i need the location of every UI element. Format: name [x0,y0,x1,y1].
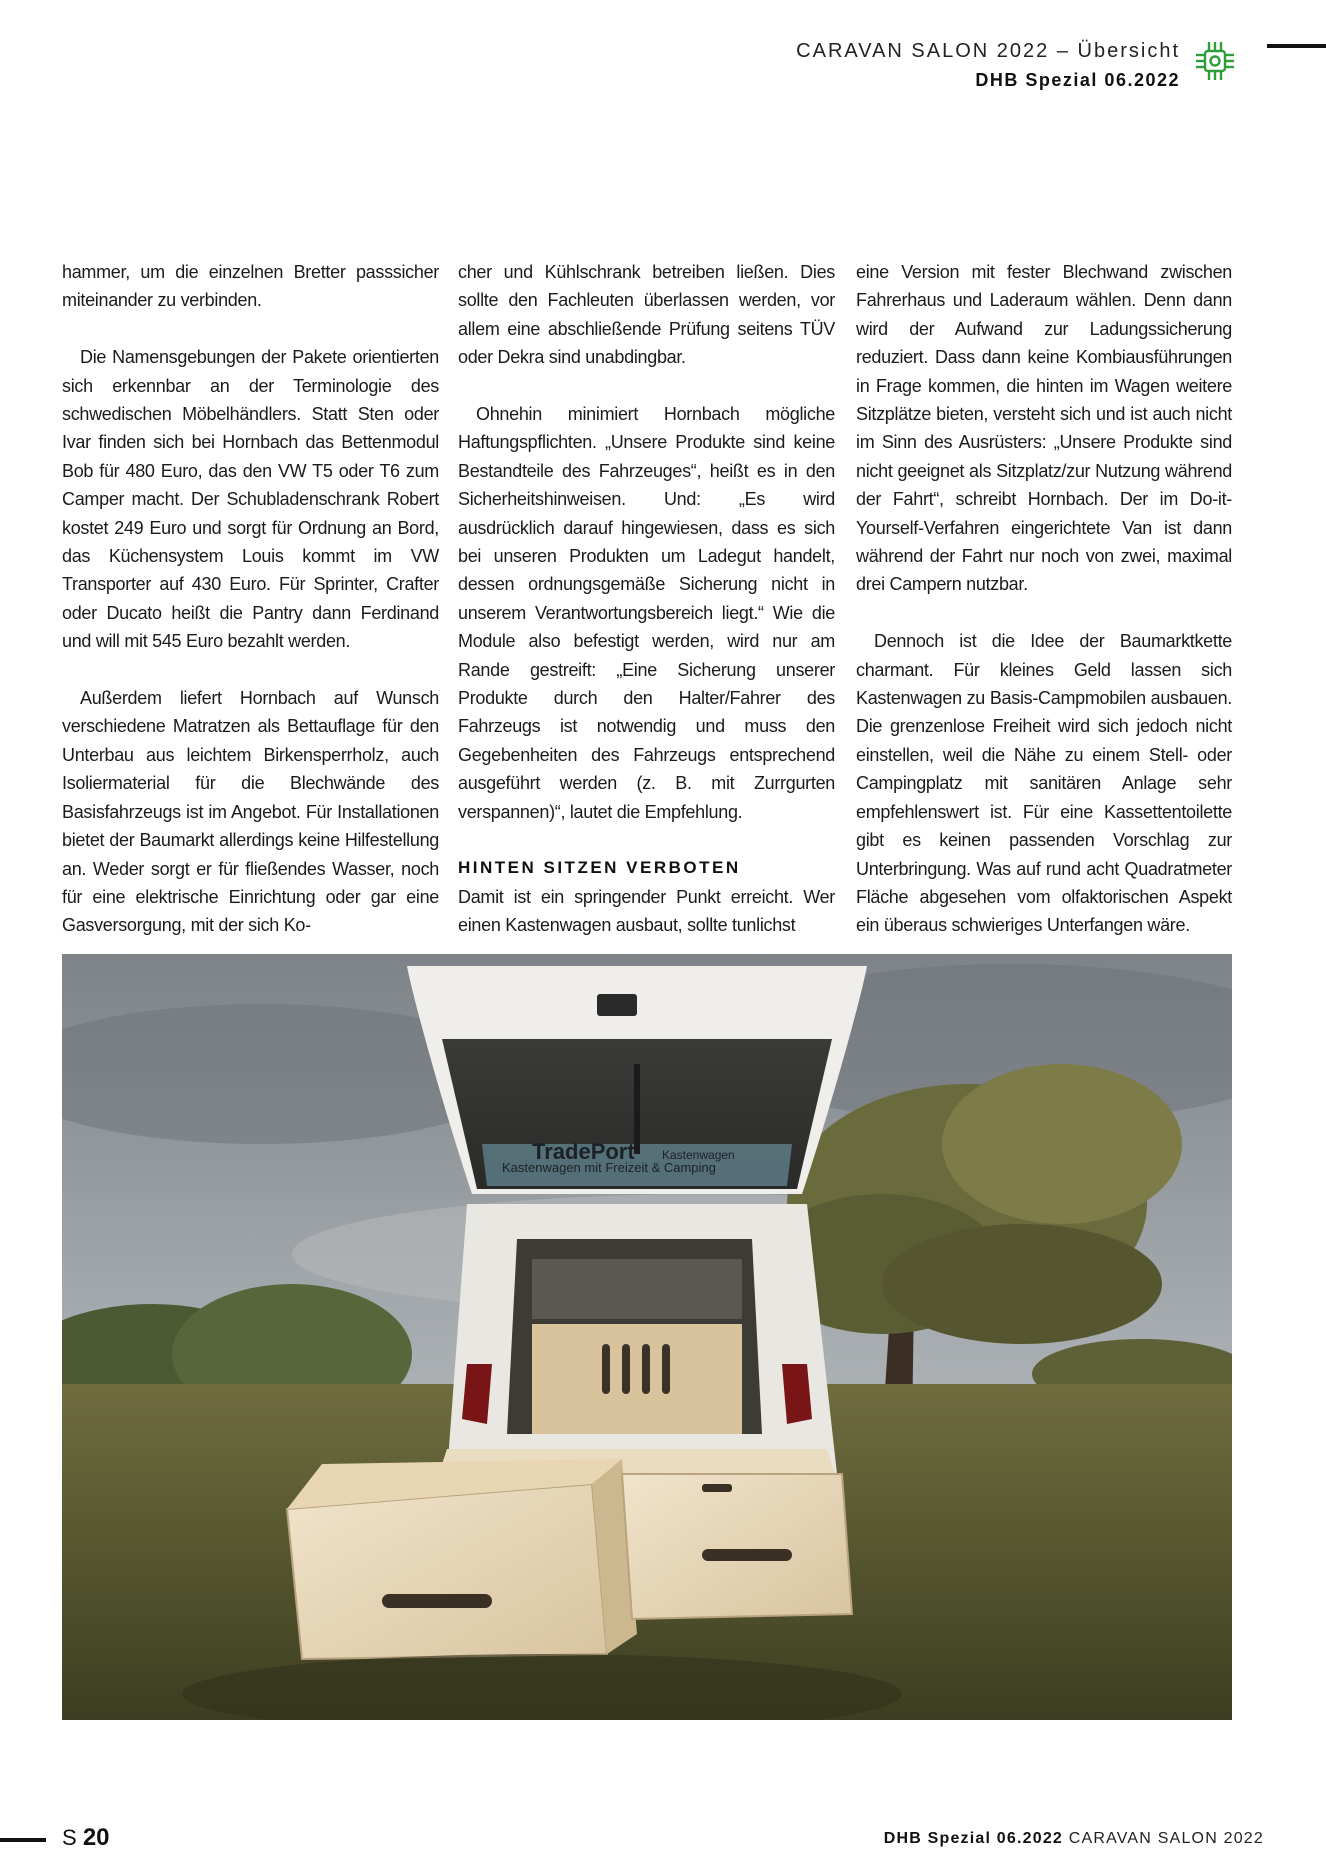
running-header-title: CARAVAN SALON 2022 – Übersicht [796,40,1180,62]
van [407,966,867,1474]
text-column-1 [62,258,439,940]
svg-text:Kastenwagen mit Freizeit & Cam: Kastenwagen mit Freizeit & Camping [502,1160,716,1175]
footer-rule [0,1838,46,1842]
footer-issue: DHB Spezial 06.2022 [883,1830,1064,1847]
footer-section: CARAVAN SALON 2022 [1068,1830,1264,1847]
article-photo [62,954,1232,1720]
paragraph: Die Namensgebungen der Pakete orientierten sich erkennbar an der Terminologie des schwedischen Möbelhändlers. Statt Sten oder Ivar finden sich bei Hornbach das Bettenmodul Bob für 480 Euro, das den VW T5 oder T6 zum Camper macht. Der Schubladenschrank Robert kostet 249 Euro und sorgt für Ordnung an Bord, das Küchensystem Louis kommt im VW Transporter auf 430 Euro. Für Sprinter, Crafter oder Ducato heißt die Pantry dann Ferdinand und will mit 545 Euro bezahlt werden. [62,347,439,652]
running-header-issue: DHB Spezial 06.2022 [975,70,1180,90]
paragraph: Außerdem liefert Hornbach auf Wunsch verschiedene Matratzen als Bettauflage für den Unterbau aus leichtem Birkensperrholz, auch Isoliermaterial für die Blechwände des Basisfahrzeugs ist im Angebot. Für Installationen bietet der Baumarkt allerdings keine Hilfestellung an. Weder sorgt er für fließendes Wasser, noch für eine elektrische Einrichtung oder gar eine Gasversorgung, mit der sich Ko- [62,688,439,936]
page-number [62,1824,110,1852]
paragraph: Damit ist ein springender Punkt erreicht. Wer einen Kastenwagen ausbaut, sollte tunlichst [458,886,835,935]
paragraph: hammer, um die einzelnen Bretter passsicher miteinander zu verbinden. [62,262,439,311]
chip-icon [1192,38,1238,84]
header-rule [1267,44,1326,48]
paragraph: cher und Kühlschrank betreiben ließen. Dies sollte den Fachleuten überlassen werden, vor allem eine abschließende Prüfung seitens TÜV oder Dekra sind unabdingbar. [458,262,835,368]
page-prefix: S [62,1825,77,1850]
text-column-3 [856,258,1232,940]
paragraph: Dennoch ist die Idee der Baumarktkette charmant. Für kleines Geld lassen sich Kastenwagen zu Basis-Campmobilen ausbauen. Die grenzenlose Freiheit wird sich jedoch nicht einstellen, weil die Nähe zu einem Stell- oder Campingplatz mit sanitären Anlage sehr empfehlenswert ist. Für eine Kassettentoilette gibt es keinen passenden Vorschlag zur Unterbringung. Was auf rund acht Quadratmeter Fläche abgesehen vom olfaktorischen Aspekt ein überaus schwieriges Unterfangen wäre. [856,631,1232,936]
paragraph: eine Version mit fester Blechwand zwischen Fahrerhaus und Laderaum wählen. Denn dann wird der Aufwand zur Ladungssicherung reduziert. Dass dann keine Kombiausführungen in Frage kommen, die hinten im Wagen weitere Sitzplätze bieten, versteht sich und ist auch nicht im Sinn des Ausrüsters: „Unsere Produkte sind nicht geeignet als Sitzplatz/zur Nutzung während der Fahrt“, schreibt Hornbach. Der im Do-it-Yourself-Verfahren eingerichtete Van ist dann während der Fahrt nur noch von zwei, maximal drei Campern nutzbar. [856,262,1232,595]
svg-text:TradePort: TradePort [532,1139,635,1164]
section-subheading: HINTEN SITZEN VERBOTEN [458,858,741,878]
van-photo-illustration [62,954,1232,1720]
text-column-2 [458,258,835,939]
running-footer [884,1830,1264,1848]
svg-text:Kastenwagen: Kastenwagen [662,1148,735,1162]
paragraph: Ohnehin minimiert Hornbach mögliche Haftungspflichten. „Unsere Produkte sind keine Bestandteile des Fahrzeuges“, heißt es in den Sicherheitshinweisen. Und: „Es wird ausdrücklich darauf hingewiesen, dass es sich bei unseren Produkten um Ladegut handelt, dessen ordnungsgemäße Sicherung nicht in unserem Verantwortungsbereich liegt.“ Wie die Module also befestigt werden, wird nur am Rande gestreift: „Eine Sicherung unserer Produkte durch den Halter/Fahrer des Fahrzeugs ist notwendig und muss den Gegebenheiten des Fahrzeugs entsprechend ausgeführt werden (z. B. mit Zurrgurten verspannen)“, lautet die Empfehlung. [458,404,835,822]
page-number-value: 20 [82,1824,110,1851]
